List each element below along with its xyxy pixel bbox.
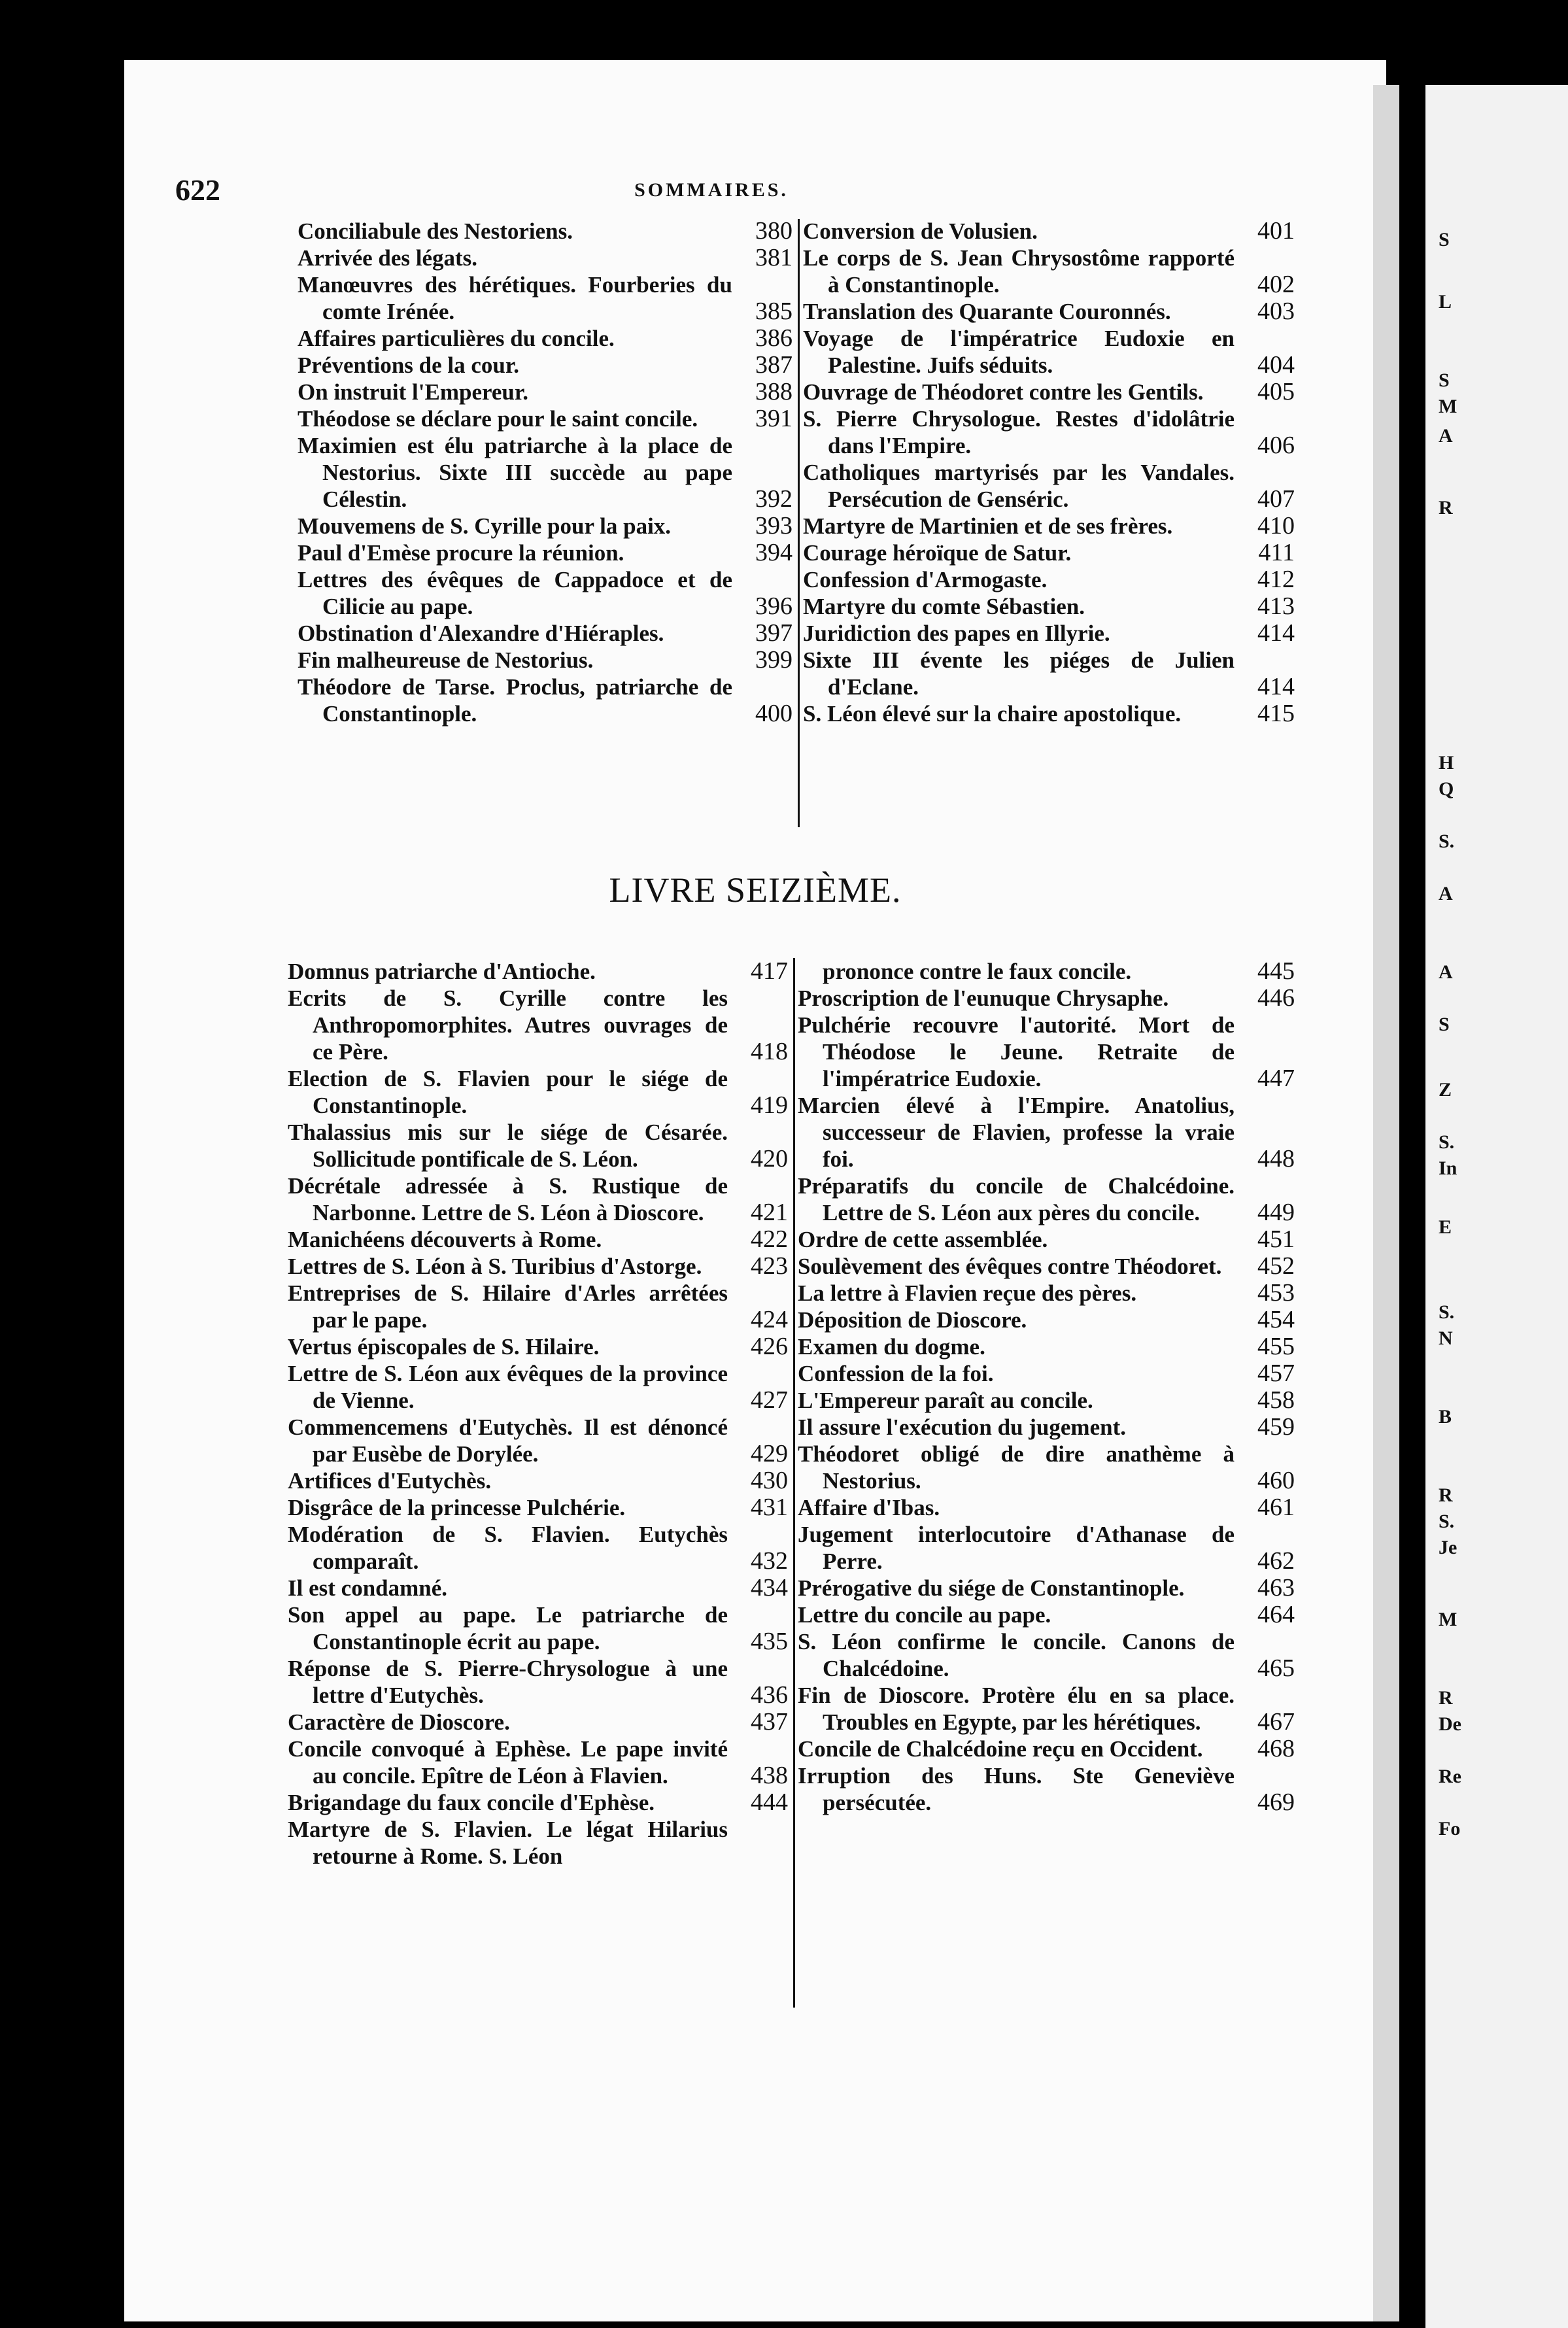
toc-entry-text: Décrétale adressée à S. Rustique de Narbonne. Lettre de S. Léon à Dioscore. [288, 1173, 728, 1225]
toc-entry [798, 1628, 1295, 1682]
toc-entry-text: Conciliabule des Nestoriens. [298, 218, 573, 244]
toc-entry-text: Marcien élevé à l'Empire. Anatolius, successeur de Flavien, professe la vraie foi. [798, 1093, 1235, 1172]
toc-entry-text: Confession d'Armogaste. [803, 567, 1048, 592]
toc-entry-page: 421 [751, 1199, 788, 1226]
facing-page-letter: A [1439, 883, 1453, 904]
toc-entry-text: Ouvrage de Théodoret contre les Gentils. [803, 379, 1204, 405]
toc-entry-page: 423 [751, 1252, 788, 1280]
toc-entry-text: Concile de Chalcédoine reçu en Occident. [798, 1736, 1203, 1762]
toc-entry [798, 1601, 1295, 1628]
toc-entry [798, 1280, 1295, 1307]
toc-top-left-column [298, 218, 793, 727]
toc-entry-page: 385 [755, 298, 793, 325]
toc-entry-page: 446 [1257, 984, 1295, 1012]
toc-entry [298, 647, 793, 674]
toc-entry-page: 411 [1258, 539, 1295, 566]
toc-entry-text: Martyre de Martinien et de ses frères. [803, 513, 1173, 539]
toc-entry [298, 218, 793, 245]
toc-entry [298, 245, 793, 271]
toc-entry-text: Lettres de S. Léon à S. Turibius d'Astorge. [288, 1254, 702, 1279]
toc-entry-text: Sixte III évente les piéges de Julien d'Eclane. [803, 647, 1235, 700]
facing-page-letter: Z [1439, 1079, 1452, 1101]
toc-entry-page: 394 [755, 539, 793, 566]
toc-entry [288, 1280, 788, 1333]
toc-entry [798, 1521, 1295, 1575]
toc-entry-text: Déposition de Dioscore. [798, 1307, 1027, 1333]
section-title: LIVRE SEIZIÈME. [609, 870, 902, 910]
toc-entry [298, 566, 793, 620]
toc-entry-text: Mouvemens de S. Cyrille pour la paix. [298, 513, 672, 539]
toc-entry-text: Ordre de cette assemblée. [798, 1227, 1048, 1252]
facing-page-letter: R [1439, 497, 1453, 519]
toc-entry-text: Martyre du comte Sébastien. [803, 594, 1085, 619]
toc-entry-page: 406 [1257, 432, 1295, 459]
toc-entry [298, 379, 793, 405]
toc-entry [803, 593, 1295, 620]
facing-page [1425, 85, 1568, 2328]
toc-entry [288, 1467, 788, 1494]
toc-entry-page: 437 [751, 1708, 788, 1736]
toc-entry-text: Arrivée des légats. [298, 245, 478, 271]
toc-entry-page: 392 [755, 485, 793, 513]
toc-entry [798, 1307, 1295, 1333]
toc-entry-page: 401 [1257, 217, 1295, 245]
facing-page-letter: S. [1439, 830, 1455, 852]
toc-entry-page: 467 [1257, 1708, 1295, 1736]
toc-entry [288, 985, 788, 1065]
toc-entry-text: Soulèvement des évêques contre Théodoret. [798, 1254, 1222, 1279]
toc-entry [288, 958, 788, 985]
toc-entry-text: Théodoret obligé de dire anathème à Nestorius. [798, 1441, 1235, 1494]
toc-entry-page: 415 [1257, 700, 1295, 727]
toc-entry-text: Vertus épiscopales de S. Hilaire. [288, 1334, 600, 1360]
toc-entry [803, 325, 1295, 379]
toc-entry-text: Fin de Dioscore. Protère élu en sa place. Troubles en Egypte, par les hérétiques. [798, 1683, 1235, 1735]
toc-entry-text: Proscription de l'eunuque Chrysaphe. [798, 985, 1169, 1011]
toc-entry-text: S. Pierre Chrysologue. Restes d'idolâtrie dans l'Empire. [803, 406, 1235, 458]
toc-entry-page: 447 [1257, 1065, 1295, 1092]
toc-entry [803, 620, 1295, 647]
facing-page-letter: H [1439, 752, 1454, 774]
toc-entry-page: 454 [1257, 1306, 1295, 1333]
toc-entry [288, 1173, 788, 1226]
toc-entry [803, 245, 1295, 298]
column-rule-bottom [793, 958, 795, 2008]
toc-entry-text: Voyage de l'impératrice Eudoxie en Palestine. Juifs séduits. [803, 326, 1235, 378]
toc-entry-page: 468 [1257, 1735, 1295, 1762]
toc-entry-page: 418 [751, 1038, 788, 1065]
toc-entry [798, 1387, 1295, 1414]
toc-entry-text: Il est condamné. [288, 1575, 448, 1601]
toc-entry-page: 461 [1257, 1494, 1295, 1521]
toc-entry-page: 460 [1257, 1467, 1295, 1494]
page-number: 622 [175, 173, 220, 207]
toc-entry-page: 431 [751, 1494, 788, 1521]
toc-entry-page: 463 [1257, 1574, 1295, 1601]
toc-entry [288, 1360, 788, 1414]
toc-entry-text: S. Léon élevé sur la chaire apostolique. [803, 701, 1182, 727]
toc-entry-page: 412 [1257, 566, 1295, 593]
toc-entry [798, 1441, 1295, 1494]
toc-entry-text: Juridiction des papes en Illyrie. [803, 621, 1110, 646]
toc-entry [298, 325, 793, 352]
toc-entry-text: Lettre de S. Léon aux évêques de la province de Vienne. [288, 1361, 728, 1413]
toc-entry-page: 396 [755, 592, 793, 620]
toc-entry-text: Artifices d'Eutychès. [288, 1468, 492, 1494]
facing-page-letter: Je [1439, 1537, 1457, 1558]
toc-entry-page: 417 [751, 957, 788, 985]
facing-page-letter: R [1439, 1687, 1453, 1709]
toc-entry-text: Thalassius mis sur le siége de Césarée. Sollicitude pontificale de S. Léon. [288, 1120, 728, 1172]
facing-page-letter: De [1439, 1713, 1461, 1735]
toc-entry-text: Le corps de S. Jean Chrysostôme rapporté à Constantinople. [803, 245, 1235, 298]
toc-entry [298, 352, 793, 379]
toc-entry [288, 1226, 788, 1253]
toc-entry [798, 1414, 1295, 1441]
running-head [175, 173, 1248, 212]
toc-entry-text: Manichéens découverts à Rome. [288, 1227, 602, 1252]
toc-entry-text: Modération de S. Flavien. Eutychès comparaît. [288, 1522, 728, 1574]
toc-entry [288, 1521, 788, 1575]
toc-entry-page: 399 [755, 646, 793, 674]
toc-entry [803, 513, 1295, 539]
toc-entry [798, 1494, 1295, 1521]
toc-entry-text: Maximien est élu patriarche à la place de Nestorius. Sixte III succède au pape Célestin. [298, 433, 732, 512]
toc-entry-text: Examen du dogme. [798, 1334, 985, 1360]
facing-page-letter: M [1439, 396, 1457, 417]
toc-entry [798, 1226, 1295, 1253]
toc-entry-page: 388 [755, 378, 793, 405]
toc-entry [288, 1655, 788, 1709]
facing-page-letter: N [1439, 1327, 1453, 1349]
toc-entry-page: 445 [1257, 957, 1295, 985]
toc-entry-text: Obstination d'Alexandre d'Hiéraples. [298, 621, 664, 646]
toc-entry [798, 958, 1295, 985]
facing-page-letter: S [1439, 1014, 1450, 1035]
toc-entry-page: 387 [755, 351, 793, 379]
toc-entry-text: Préventions de la cour. [298, 352, 519, 378]
toc-entry-page: 457 [1257, 1360, 1295, 1387]
toc-entry-page: 465 [1257, 1654, 1295, 1682]
toc-entry [288, 1494, 788, 1521]
toc-entry-page: 414 [1257, 619, 1295, 647]
toc-entry-page: 435 [751, 1628, 788, 1655]
toc-entry [798, 1333, 1295, 1360]
toc-entry-text: S. Léon confirme le concile. Canons de Chalcédoine. [798, 1629, 1235, 1681]
toc-entry-page: 469 [1257, 1789, 1295, 1816]
toc-entry-page: 453 [1257, 1279, 1295, 1307]
toc-top-right-column [803, 218, 1295, 727]
toc-entry-page: 422 [751, 1225, 788, 1253]
toc-entry-text: Election de S. Flavien pour le siége de Constantinople. [288, 1066, 728, 1118]
toc-entry-page: 429 [751, 1440, 788, 1467]
toc-entry-text: Pulchérie recouvre l'autorité. Mort de Théodose le Jeune. Retraite de l'impératrice Eudoxie. [798, 1012, 1235, 1091]
toc-entry-page: 393 [755, 512, 793, 539]
toc-entry [288, 1119, 788, 1173]
toc-entry-text: Entreprises de S. Hilaire d'Arles arrêtées par le pape. [288, 1280, 728, 1333]
toc-entry [798, 985, 1295, 1012]
toc-entry [298, 271, 793, 325]
toc-entry-page: 407 [1257, 485, 1295, 513]
toc-entry-text: Théodose se déclare pour le saint concile. [298, 406, 698, 432]
toc-entry-page: 449 [1257, 1199, 1295, 1226]
toc-entry [298, 432, 793, 513]
toc-entry-text: Prérogative du siége de Constantinople. [798, 1575, 1185, 1601]
toc-entry-page: 455 [1257, 1333, 1295, 1360]
toc-entry-text: Paul d'Emèse procure la réunion. [298, 540, 624, 566]
toc-entry-text: Son appel au pape. Le patriarche de Constantinople écrit au pape. [288, 1602, 728, 1654]
toc-entry [803, 459, 1295, 513]
toc-entry [288, 1065, 788, 1119]
toc-entry-page: 426 [751, 1333, 788, 1360]
toc-entry [288, 1736, 788, 1789]
toc-entry-page: 397 [755, 619, 793, 647]
toc-entry-page: 386 [755, 324, 793, 352]
facing-page-letter: A [1439, 425, 1453, 447]
toc-entry-page: 432 [751, 1547, 788, 1575]
facing-page-letter: S. [1439, 1511, 1455, 1532]
toc-entry-text: Conversion de Volusien. [803, 218, 1038, 244]
toc-entry [798, 1360, 1295, 1387]
facing-page-letter: In [1439, 1157, 1457, 1179]
toc-entry-text: Lettres des évêques de Cappadoce et de Cilicie au pape. [298, 567, 732, 619]
toc-entry-page: 438 [751, 1762, 788, 1789]
toc-entry-text: L'Empereur paraît au concile. [798, 1388, 1093, 1413]
toc-entry [798, 1682, 1295, 1736]
toc-entry [288, 1414, 788, 1467]
column-rule-top [798, 219, 800, 827]
toc-entry [298, 539, 793, 566]
facing-page-letter: S [1439, 369, 1450, 391]
toc-entry-page: 419 [751, 1091, 788, 1119]
toc-entry-page: 400 [755, 700, 793, 727]
toc-entry-text: Il assure l'exécution du jugement. [798, 1414, 1126, 1440]
toc-entry [298, 620, 793, 647]
toc-entry [798, 1092, 1295, 1173]
facing-page-letter: S [1439, 229, 1450, 250]
toc-entry [298, 674, 793, 727]
toc-entry-text: Réponse de S. Pierre-Chrysologue à une lettre d'Eutychès. [288, 1656, 728, 1708]
toc-entry-text: Caractère de Dioscore. [288, 1709, 510, 1735]
toc-entry [798, 1575, 1295, 1601]
toc-entry-text: Théodore de Tarse. Proclus, patriarche de Constantinople. [298, 674, 732, 727]
toc-entry [798, 1762, 1295, 1816]
toc-entry-page: 424 [751, 1306, 788, 1333]
toc-entry-page: 381 [755, 244, 793, 271]
toc-entry-page: 380 [755, 217, 793, 245]
toc-entry-page: 402 [1257, 271, 1295, 298]
facing-page-letter: A [1439, 961, 1453, 983]
toc-entry-text: La lettre à Flavien reçue des pères. [798, 1280, 1137, 1306]
toc-entry-text: Ecrits de S. Cyrille contre les Anthropomorphites. Autres ouvrages de ce Père. [288, 985, 728, 1065]
toc-entry-text: Concile convoqué à Ephèse. Le pape invité au concile. Epître de Léon à Flavien. [288, 1736, 728, 1789]
toc-entry-text: Commencemens d'Eutychès. Il est dénoncé par Eusèbe de Dorylée. [288, 1414, 728, 1467]
toc-entry-page: 410 [1257, 512, 1295, 539]
toc-entry-text: Domnus patriarche d'Antioche. [288, 959, 596, 984]
toc-entry-page: 430 [751, 1467, 788, 1494]
facing-page-letter: B [1439, 1406, 1452, 1428]
toc-entry-text: On instruit l'Empereur. [298, 379, 528, 405]
toc-bottom-left-column [288, 958, 788, 1870]
toc-entry-page: 451 [1257, 1225, 1295, 1253]
toc-entry [298, 513, 793, 539]
toc-entry [288, 1575, 788, 1601]
toc-entry [298, 405, 793, 432]
toc-entry [798, 1012, 1295, 1092]
toc-entry-page: 462 [1257, 1547, 1295, 1575]
toc-entry-page: 404 [1257, 351, 1295, 379]
toc-entry-text: Martyre de S. Flavien. Le légat Hilarius retourne à Rome. S. Léon [288, 1817, 728, 1869]
toc-entry [798, 1253, 1295, 1280]
toc-bottom-right-column [798, 958, 1295, 1816]
toc-entry-text: Disgrâce de la princesse Pulchérie. [288, 1495, 626, 1520]
toc-entry-page: 448 [1257, 1145, 1295, 1173]
facing-page-letter: Q [1439, 778, 1454, 800]
toc-entry [798, 1736, 1295, 1762]
toc-entry [803, 539, 1295, 566]
facing-page-letter: Re [1439, 1766, 1461, 1787]
facing-page-letter: Fo [1439, 1818, 1461, 1840]
page-heading: SOMMAIRES. [634, 179, 789, 201]
toc-entry-page: 403 [1257, 298, 1295, 325]
toc-entry-page: 420 [751, 1145, 788, 1173]
toc-entry-text: prononce contre le faux concile. [823, 959, 1132, 984]
toc-entry-page: 444 [751, 1789, 788, 1816]
toc-entry [288, 1253, 788, 1280]
toc-entry-page: 427 [751, 1386, 788, 1414]
toc-entry [803, 298, 1295, 325]
toc-entry-page: 434 [751, 1574, 788, 1601]
toc-entry [803, 405, 1295, 459]
toc-entry-page: 458 [1257, 1386, 1295, 1414]
toc-entry [798, 1173, 1295, 1226]
toc-entry [803, 566, 1295, 593]
toc-entry [288, 1816, 788, 1870]
toc-entry-text: Affaires particulières du concile. [298, 326, 615, 351]
toc-entry-text: Préparatifs du concile de Chalcédoine. Lettre de S. Léon aux pères du concile. [798, 1173, 1235, 1225]
toc-entry-text: Jugement interlocutoire d'Athanase de Perre. [798, 1522, 1235, 1574]
toc-entry-page: 436 [751, 1681, 788, 1709]
toc-entry [803, 218, 1295, 245]
toc-entry-page: 405 [1257, 378, 1295, 405]
facing-page-letter: R [1439, 1484, 1453, 1506]
toc-entry [288, 1789, 788, 1816]
toc-entry-text: Fin malheureuse de Nestorius. [298, 647, 594, 673]
facing-page-letter: L [1439, 291, 1452, 313]
toc-entry-text: Courage héroïque de Satur. [803, 540, 1072, 566]
toc-entry [803, 379, 1295, 405]
toc-entry-text: Affaire d'Ibas. [798, 1495, 940, 1520]
facing-page-letter: S. [1439, 1131, 1455, 1153]
toc-entry-text: Irruption des Huns. Ste Geneviève persécutée. [798, 1763, 1235, 1815]
toc-entry [803, 700, 1295, 727]
facing-page-letter: E [1439, 1216, 1452, 1238]
toc-entry-page: 391 [755, 405, 793, 432]
toc-entry-text: Lettre du concile au pape. [798, 1602, 1051, 1628]
facing-page-letter: S. [1439, 1301, 1455, 1323]
toc-entry-text: Catholiques martyrisés par les Vandales. Persécution de Genséric. [803, 460, 1235, 512]
toc-entry [288, 1709, 788, 1736]
toc-entry [288, 1601, 788, 1655]
toc-entry-page: 413 [1257, 592, 1295, 620]
toc-entry-text: Manœuvres des hérétiques. Fourberies du comte Irénée. [298, 272, 732, 324]
page-edge [1373, 85, 1399, 2321]
toc-entry [803, 647, 1295, 700]
facing-page-letter: M [1439, 1609, 1457, 1630]
toc-entry-page: 459 [1257, 1413, 1295, 1441]
toc-entry-page: 452 [1257, 1252, 1295, 1280]
toc-entry-text: Brigandage du faux concile d'Ephèse. [288, 1790, 655, 1815]
toc-entry-page: 464 [1257, 1601, 1295, 1628]
toc-entry [288, 1333, 788, 1360]
toc-entry-text: Confession de la foi. [798, 1361, 994, 1386]
toc-entry-page: 414 [1257, 673, 1295, 700]
toc-entry-text: Translation des Quarante Couronnés. [803, 299, 1171, 324]
